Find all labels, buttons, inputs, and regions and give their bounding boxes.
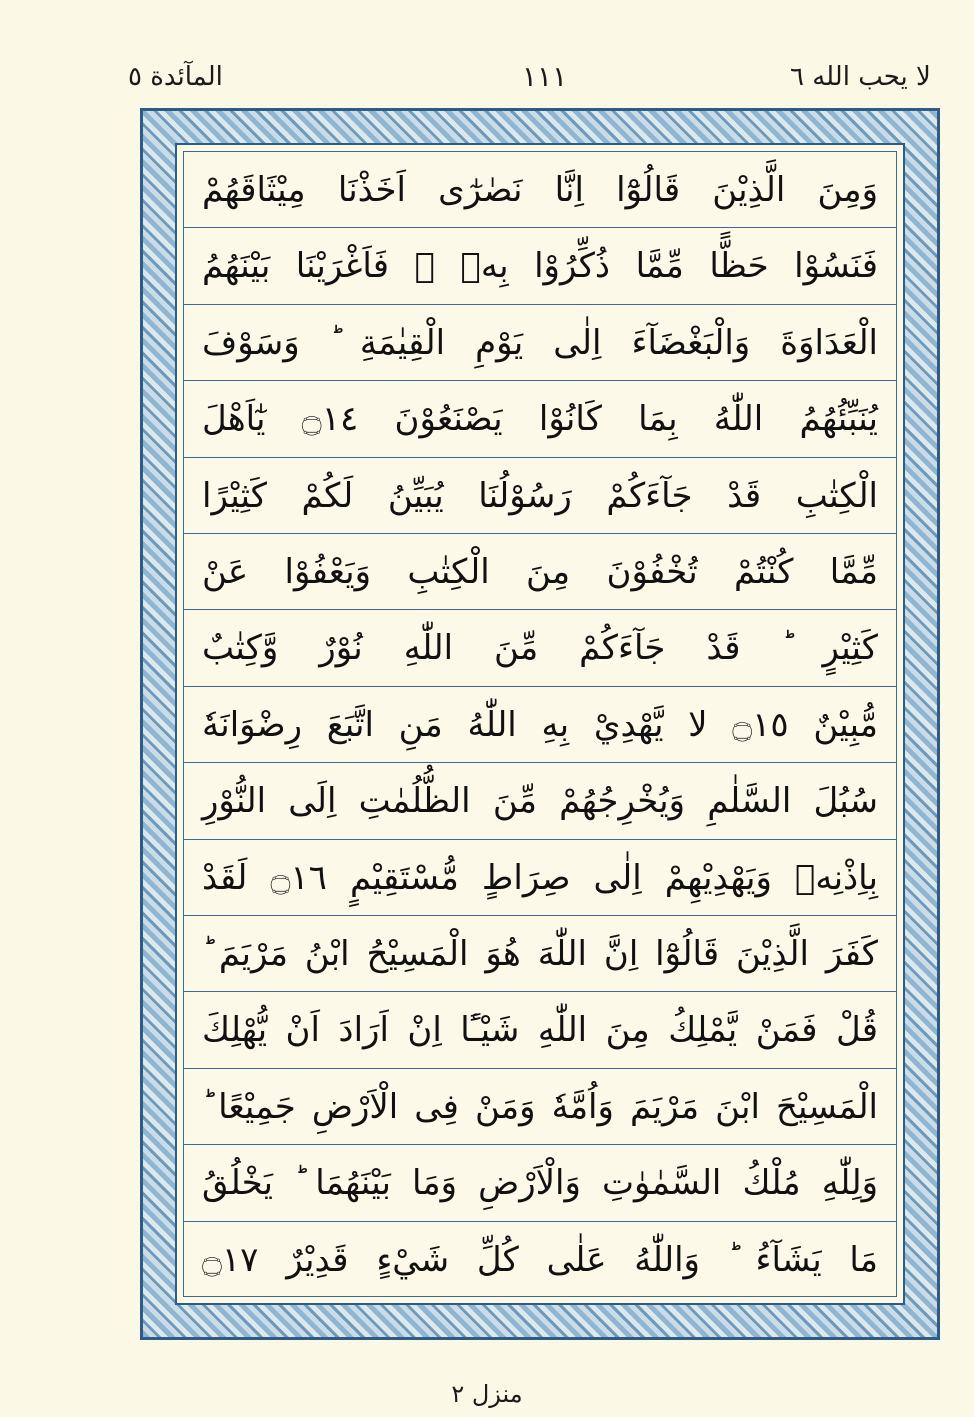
page-number: ١١١ [522, 60, 568, 93]
verse-line-7: كَثِيْرٍ ؕ قَدْ جَآءَكُمْ مِّنَ اللّٰهِ نُوْرٌ وَّكِتٰبٌ [184, 610, 896, 686]
verse-text-area [183, 151, 897, 1297]
manzil-label: منزل ٢ [451, 1380, 523, 1408]
juz-name: لا يحب الله ٦ [790, 62, 931, 92]
verse-line-6: مِّمَّا كُنْتُمْ تُخْفُوْنَ مِنَ الْكِتٰبِ وَيَعْفُوْا عَنْ [184, 534, 896, 610]
verse-line-9: سُبُلَ السَّلٰمِ وَيُخْرِجُهُمْ مِّنَ الظُّلُمٰتِ اِلَى النُّوْرِ [184, 763, 896, 839]
verse-line-8: مُّبِيْنٌ ۝١٥ لا يَّهْدِيْ بِهِ اللّٰهُ مَنِ اتَّبَعَ رِضْوَانَهٗ [184, 687, 896, 763]
verse-line-3: الْعَدَاوَةَ وَالْبَغْضَآءَ اِلٰى يَوْمِ الْقِيٰمَةِ ؕ وَسَوْفَ [184, 305, 896, 381]
surah-name: المآئدة ٥ [128, 62, 223, 92]
verse-line-1: وَمِنَ الَّذِيْنَ قَالُوْٓا اِنَّا نَصٰرٰٓى اَخَذْنَا مِيْثَاقَهُمْ [184, 152, 896, 228]
decorative-border [140, 108, 940, 1340]
verse-line-13: الْمَسِيْحَ ابْنَ مَرْيَمَ وَاُمَّهٗ وَمَنْ فِى الْاَرْضِ جَمِيْعًا ؕ [184, 1069, 896, 1145]
page-header [0, 0, 974, 110]
verse-line-11: كَفَرَ الَّذِيْنَ قَالُوْٓا اِنَّ اللّٰهَ هُوَ الْمَسِيْحُ ابْنُ مَرْيَمَ ؕ [184, 916, 896, 992]
verse-line-15: مَا يَشَآءُ ؕ وَاللّٰهُ عَلٰى كُلِّ شَيْءٍ قَدِيْرٌ ۝١٧ [202, 1239, 878, 1280]
verse-line-2: فَنَسُوْا حَظًّا مِّمَّا ذُكِّرُوْا بِهٖ ۪ فَاَغْرَيْنَا بَيْنَهُمُ [184, 228, 896, 304]
verse-line-12: قُلْ فَمَنْ يَّمْلِكُ مِنَ اللّٰهِ شَيْـًٔا اِنْ اَرَادَ اَنْ يُّهْلِكَ [184, 992, 896, 1068]
verse-line-14: وَلِلّٰهِ مُلْكُ السَّمٰوٰتِ وَالْاَرْضِ وَمَا بَيْنَهُمَا ؕ يَخْلُقُ [184, 1145, 896, 1221]
verse-line-10: بِاِذْنِهٖ وَيَهْدِيْهِمْ اِلٰى صِرَاطٍ مُّسْتَقِيْمٍ ۝١٦ لَقَدْ [184, 840, 896, 916]
verse-line-4: يُنَبِّئُهُمُ اللّٰهُ بِمَا كَانُوْا يَصْنَعُوْنَ ۝١٤ يٰٓاَهْلَ [184, 381, 896, 457]
verse-line-5: الْكِتٰبِ قَدْ جَآءَكُمْ رَسُوْلُنَا يُبَيِّنُ لَكُمْ كَثِيْرًا [184, 458, 896, 534]
